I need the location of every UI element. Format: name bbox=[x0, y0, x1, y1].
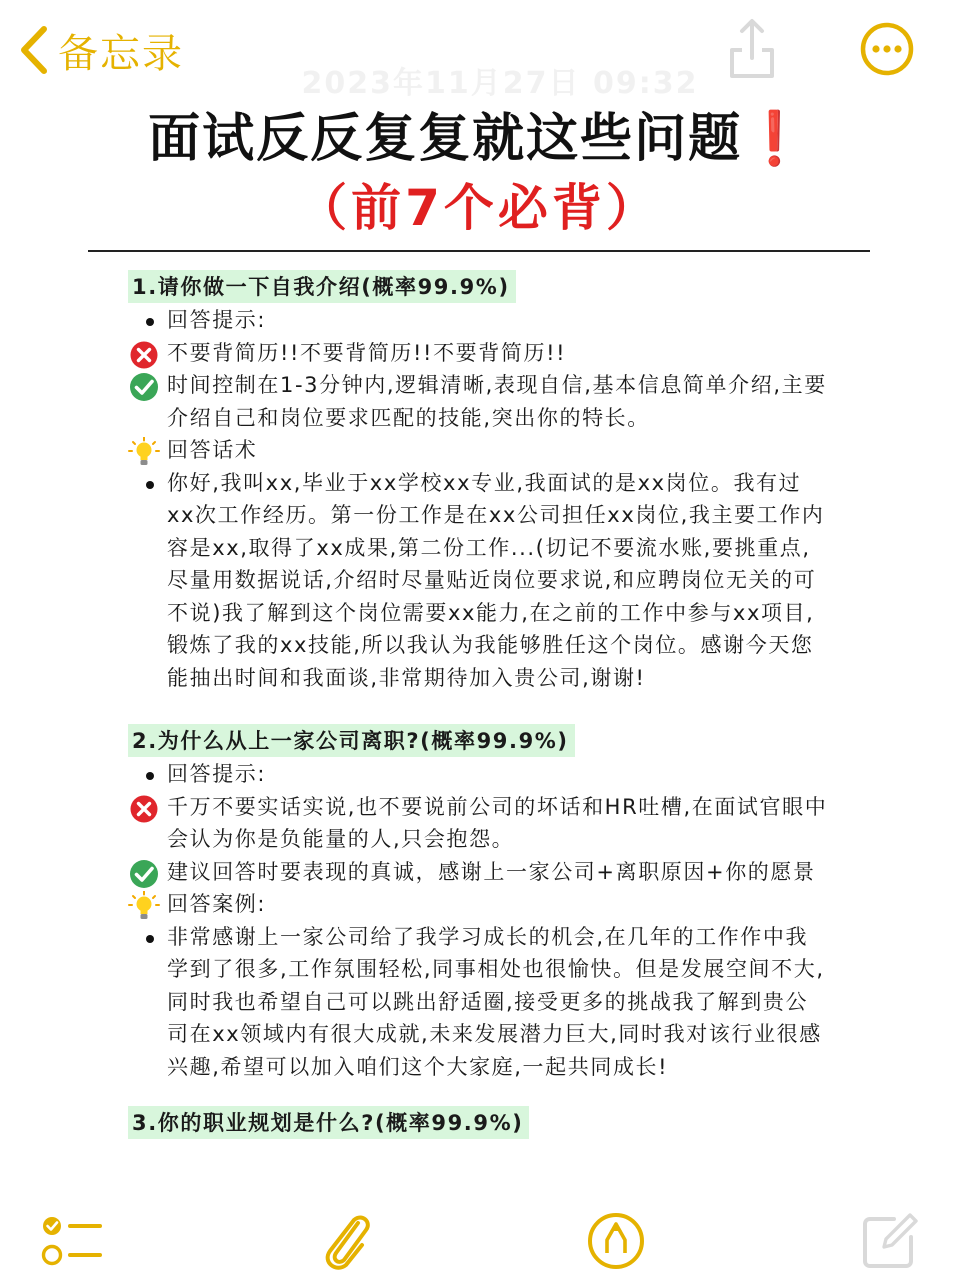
section-heading: 2.为什么从上一家公司离职?(概率99.9%) bbox=[128, 724, 575, 757]
list-item: 不要背简历!!不要背简历!!不要背简历!! bbox=[128, 337, 828, 370]
list-item: 千万不要实话实说,也不要说前公司的坏话和HR吐槽,在面试官眼中会认为你是负能量的人,只会抱怨。 bbox=[128, 791, 828, 856]
section-3 bbox=[128, 1106, 828, 1140]
light-bulb-icon bbox=[128, 437, 160, 467]
note-body[interactable] bbox=[128, 270, 828, 1140]
cross-mark-icon bbox=[130, 341, 158, 369]
bullet-icon bbox=[146, 481, 154, 489]
pen-tip-icon[interactable] bbox=[586, 1211, 646, 1271]
note-title: 面试反反复复就这些问题❗ bbox=[148, 109, 809, 169]
compose-icon[interactable] bbox=[860, 1211, 920, 1271]
back-button[interactable] bbox=[18, 22, 184, 78]
section-1 bbox=[128, 270, 828, 694]
check-mark-icon bbox=[129, 372, 159, 402]
list-item: 回答案例: bbox=[128, 888, 828, 921]
back-label: 备忘录 bbox=[58, 30, 184, 77]
section-heading: 1.请你做一下自我介绍(概率99.9%) bbox=[128, 270, 516, 303]
top-bar bbox=[0, 0, 957, 100]
list-item: 回答提示: bbox=[128, 758, 828, 791]
section-2 bbox=[128, 724, 828, 1083]
paperclip-icon[interactable] bbox=[318, 1209, 374, 1275]
section-heading: 3.你的职业规划是什么?(概率99.9%) bbox=[128, 1106, 529, 1139]
bullet-icon bbox=[146, 935, 154, 943]
more-icon[interactable] bbox=[860, 22, 914, 76]
exclamation-icon: ❗ bbox=[742, 109, 809, 169]
bullet-icon bbox=[146, 772, 154, 780]
bottom-toolbar bbox=[0, 1205, 957, 1280]
chevron-left-icon bbox=[18, 25, 50, 75]
list-item: 时间控制在1-3分钟内,逻辑清晰,表现自信,基本信息简单介绍,主要介绍自己和岗位要求匹配的技能,突出你的特长。 bbox=[128, 369, 828, 434]
list-item: 你好,我叫xx,毕业于xx学校xx专业,我面试的是xx岗位。我有过xx次工作经历。第一份工作是在xx公司担任xx岗位,我主要工作内容是xx,取得了xx成果,第二份工作...(切记不要流水账,要挑重点,尽量用数据说话,介绍时尽量贴近岗位要求说,和应聘岗位无关的可不说)我了解到这个岗位需要xx能力,在之前的工作中参与xx项目,锻炼了我的xx技能,所以我认为我能够胜任这个岗位。感谢今天您能抽出时间和我面谈,非常期待加入贵公司,谢谢! bbox=[128, 467, 828, 695]
share-icon[interactable] bbox=[726, 18, 778, 80]
cross-mark-icon bbox=[130, 795, 158, 823]
list-item: 建议回答时要表现的真诚，感谢上一家公司+离职原因+你的愿景 bbox=[128, 856, 828, 889]
check-mark-icon bbox=[129, 859, 159, 889]
list-item: 回答话术 bbox=[128, 434, 828, 467]
checklist-icon[interactable] bbox=[40, 1213, 104, 1269]
list-item: 回答提示: bbox=[128, 304, 828, 337]
divider bbox=[88, 250, 870, 252]
note-subtitle: （前7个必背） bbox=[297, 179, 660, 237]
bullet-icon bbox=[146, 318, 154, 326]
note-date: 2023年11月27日 09:32 bbox=[301, 66, 699, 101]
list-item: 非常感谢上一家公司给了我学习成长的机会,在几年的工作作中我学到了很多,工作氛围轻松,同事相处也很愉快。但是发展空间不大,同时我也希望自己可以跳出舒适圈,接受更多的挑战我了解到贵公司在xx领域内有很大成就,未来发展潜力巨大,同时我对该行业很感兴趣,希望可以加入咱们这个大家庭,一起共同成长! bbox=[128, 921, 828, 1084]
light-bulb-icon bbox=[128, 891, 160, 921]
